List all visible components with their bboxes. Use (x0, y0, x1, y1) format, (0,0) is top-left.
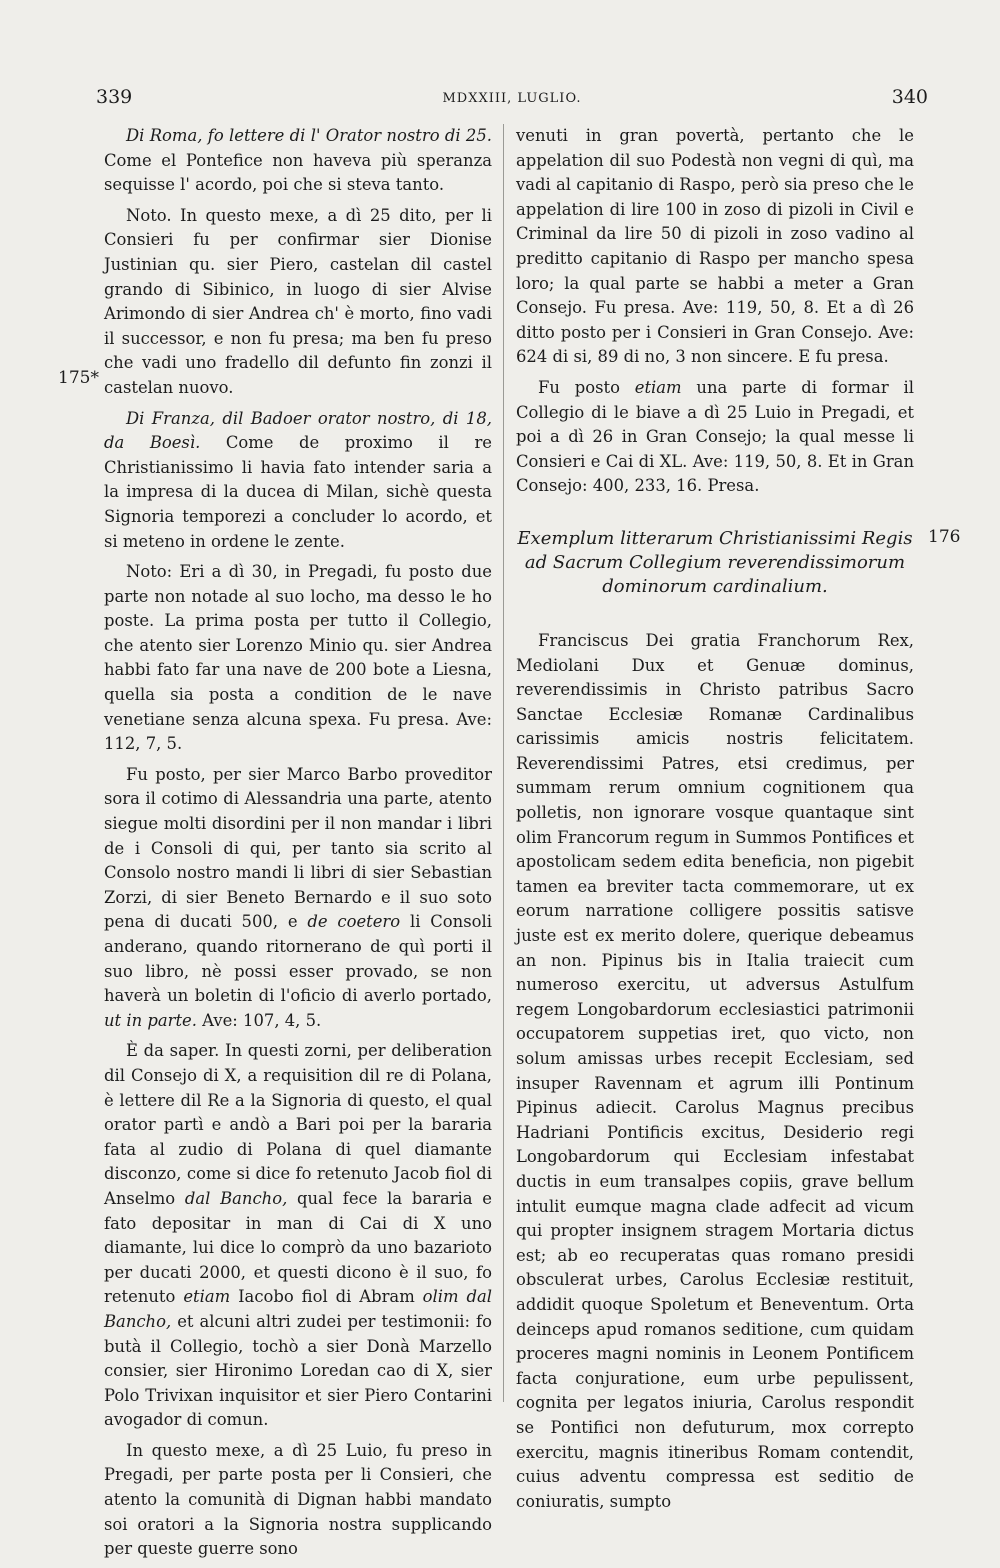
text-run: et alcuni altri zudei per testimonii: fo butà il Collegio, tochò a sier Donà Marzello consier, sier Hironimo Loredan cao di X, sier Polo Trivixan inquisitor et sier Piero Contarini avogador di comun. (104, 1311, 492, 1430)
paragraph (104, 407, 492, 555)
paragraph: venuti in gran povertà, pertanto che le appelation dil suo Podestà non vegni di quì, ma vadi al capitanio di Raspo, però sia preso che le appelation di lire 100 in zoso di pizoli in Civil e Criminal da lire 50 di pizoli in zoso vadino al preditto capitanio di Raspo per mancho spesa loro; la qual parte se habbi a meter a Gran Consejo. Fu presa. Ave: 119, 50, 8. Et a dì 26 ditto posto per i Consieri in Gran Consejo. Ave: 624 di si, 89 di no, 3 non sincere. E fu presa. (516, 126, 914, 367)
paragraph (516, 376, 914, 499)
text-run: li Consoli anderano, quando ritornerano de quì porti il suo libro, nè possi esser provado, se non haverà un boletin di l'oficio di averlo portado, (104, 912, 492, 1006)
text-run: qual fece la bararia e fato depositar in man di Cai di X uno diamante, lui dice lo comprò da uno bazarioto per ducati 2000, et questi dicono è il suo, fo retenuto (104, 1188, 492, 1307)
paragraph (104, 763, 492, 1034)
paragraph: Noto: Eri a dì 30, in Pregadi, fu posto due parte non notade al suo locho, ma desso le ho poste. La prima posta per tutto il Collegio, che atento sier Lorenzo Minio qu. sier Andrea habbi fato far una nave de 200 bote a Liesna, quella sia posta a condition de le nave venetiane senza alcuna spexa. Fu presa. Ave: 112, 7, 5. (104, 562, 492, 754)
entry-heading: Di Franza, dil Badoer orator nostro, di 18, da Boesì. (104, 408, 492, 453)
text-run: una parte di formar il Collegio di le biave a dì 25 Luio in Pregadi, et poi a dì 26 in Gran Consejo; la qual messe li Consieri e Cai di XL. Ave: 119, 50, 8. Et in Gran Consejo: 400, 233, 16. Presa. (516, 377, 914, 496)
text-run: È da saper. In questi zorni, per deliberation dil Consejo di X, a requisition dil re di Polana, è lettere dil Re a la Signoria di questo, el qual orator partì e andò a Bari poi per la bararia fata al zudio di Polana di quel diamante disconzo, come si dice fo retenuto Jacob fiol di Anselmo (104, 1041, 492, 1208)
letter-caption: Exemplum litterarum Christianissimi Regis ad Sacrum Collegium reverendissimorum dominorum cardinalium. (517, 527, 913, 597)
italic-run: olim dal Bancho, (104, 1287, 492, 1331)
paragraph (104, 124, 492, 198)
column-divider (503, 124, 504, 1402)
entry-text: Come de proximo il re Christianissimo li havia fato intender saria a la impresa di la ducea di Milan, sichè questa Signoria temporezi a concluder lo acordo, et si meteno in ordene le zente. (104, 433, 492, 551)
text-run: Iacobo fiol di Abram (230, 1287, 423, 1307)
margin-number-176: 176 (928, 527, 961, 547)
margin-number-175: 175* (58, 368, 99, 388)
paragraph: In questo mexe, a dì 25 Luio, fu preso in Pregadi, per parte posta per li Consieri, che atento la comunità di Dignan habbi mandato soi oratori a la Signoria nostra supplicando per queste guerre sono (104, 1440, 492, 1559)
page-number-right: 340 (891, 86, 928, 108)
text-run: Fu posto (538, 377, 635, 397)
page-header (96, 86, 928, 114)
entry-text: Come el Pontefice non haveva più speranza sequisse l' acordo, poi che si steva tanto. (104, 150, 492, 195)
text-run: Ave: 107, 4, 5. (196, 1010, 322, 1030)
running-title: MDXXIII, LUGLIO. (442, 91, 582, 106)
paragraph: Franciscus Dei gratia Franchorum Rex, Mediolani Dux et Genuæ dominus, reverendissimis in Christo patribus Sacro Sanctae Ecclesiæ Romanæ Cardinalibus carissimis amicis nostris felicitatem. Reverendissimi Patres, etsi credimus, per summam rerum omnium cognitionem qua polletis, non ignorare vosque quantaque sint olim Francorum regum in Summos Pontifices et apostolicam sedem edita beneficia, non pigebit tamen ea breviter tacta commemorare, ut ex eorum narratione colligere possitis satisve juste est ex merito dolere, querique debeamus an non. Pipinus bis in Italia traiecit cum numeroso exercitu, ut adversus Astulfum regem Longobardorum ecclesiastici patrimonii occupatorem suppetias iret, quo victo, non solum amissas urbes recepit Ecclesiam, sed insuper Ravennam et agrum illi Pontinum Pipinus adiecit. Carolus Magnus precibus Hadriani Pontificis excitus, Desiderio regi Longobardorum qui Ecclesiam infestabat ductis in eum transalpes copiis, grave bellum intulit eumque magna clade adfecit ad vicum qui propter insignem stragem Mortaria dictus est; ab eo recuperatas quas romano presidi obsculerat urbes, Carolus Ecclesiæ restituit, addidit quoque Spoletum et Beneventum. Orta deinceps apud romanos seditione, cum quidam proceres magni nominis in Leonem Pontificem facta conjuratione, eum urbe pepulissent, cognita per legatos iniuria, Carolus respondit se Pontifici non defuturum, mox correpto exercitu, magnis itineribus Romam contendit, cuius adventu compressa est seditio de coniuratis, sumpto (516, 630, 914, 1511)
right-column (516, 124, 914, 1520)
text-run: Fu posto, per sier Marco Barbo proveditor sora il cotimo di Alessandria una parte, atento siegue molti disordini per il non mandar i libri de i Consoli di qui, per tanto sia scrito al Consolo nostro mandi li libri di sier Sebastian Zorzi, di sier Beneto Bernardo e il suo soto pena di ducati 500, e (104, 764, 492, 932)
page-number-left: 339 (96, 86, 133, 108)
paragraph: Noto. In questo mexe, a dì 25 dito, per li Consieri fu per confirmar sier Dionise Justinian qu. sier Piero, castelan dil castel grando di Sibinico, in luogo di sier Alvise Arimondo di sier Andrea ch' è morto, fino vadi il successor, e non fu presa; ma ben fu preso che vadi uno fradello dil defunto fin zonzi il castelan nuovo. (104, 205, 492, 397)
left-column (104, 124, 492, 1568)
italic-run: etiam (634, 377, 682, 397)
paragraph (104, 1039, 492, 1433)
italic-run: dal Bancho, (184, 1188, 288, 1208)
entry-heading: Di Roma, fo lettere di l' Orator nostro di 25. (126, 126, 492, 145)
italic-run: etiam (183, 1287, 231, 1307)
italic-run: de coetero (307, 912, 401, 932)
italic-run: ut in parte. (104, 1010, 197, 1030)
